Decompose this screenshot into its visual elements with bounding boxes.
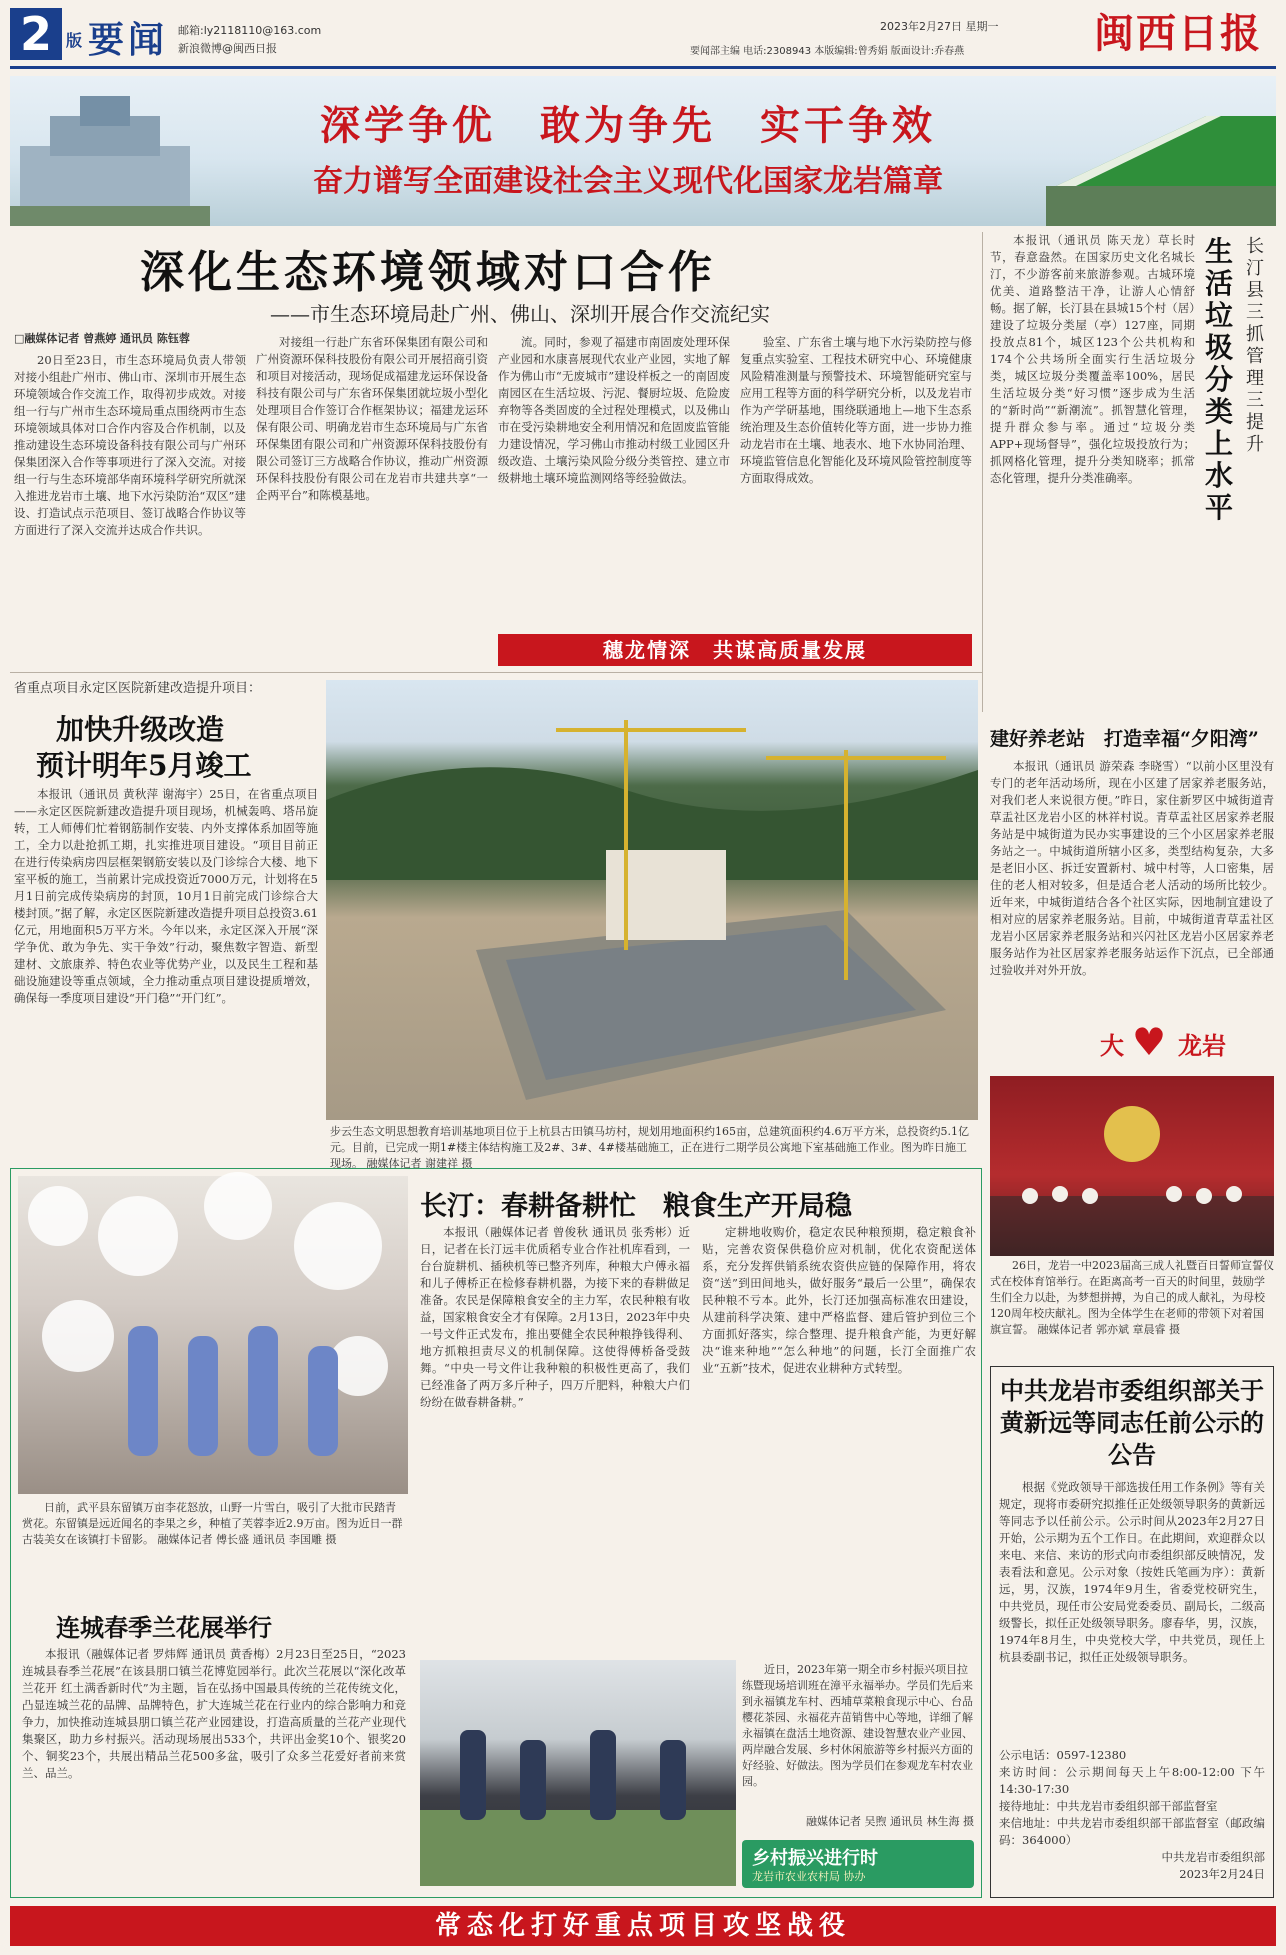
logo-char-longyan: 龙岩 xyxy=(1178,1031,1226,1060)
blossom-photo-caption: 日前，武平县东留镇万亩李花怒放，山野一片雪白，吸引了大批市民踏青赏花。东留镇是远近闻名的李果之乡，种植了芙蓉李近2.9万亩。图为近日一群古装美女在该镇打卡留影。 融媒体记者 傅长盛 通讯员 李国雕 摄 xyxy=(22,1501,403,1546)
ceremony-illustration xyxy=(990,1076,1274,1256)
logo-char-da: 大 xyxy=(1100,1031,1124,1060)
story4-column-2: 定耕地收购价，稳定农民种粮预期，稳定粮食补贴，完善农资保供稳价应对机制，优化农资配送体系，充分发挥供销系统农资供应链的保障作用，将农资“送”到田间地头，做好服务“最后一公里”，确保农民种粮不亏本。此外，长汀还加强高标准农田建设，从建前科学决策、建中严格监督、建后管护到位三个方面抓好落实，综合整理、提升粮食产能，为更好解决“谁来种地”“怎么种地”的问题，长汀全面推广农业“五新”技术，促进农业耕种方式转型。 xyxy=(702,1225,976,1375)
badge-subtitle: 龙岩市农业农村局 协办 xyxy=(752,1870,866,1883)
masthead-editor: 要闻部主编 电话:2308943 本版编辑:曾秀娟 版面设计:乔春燕 xyxy=(690,46,965,57)
notice-title: 中共龙岩市委组织部关于黄新远等同志任前公示的公告 xyxy=(1000,1376,1264,1469)
badge-title: 乡村振兴进行时 xyxy=(752,1848,878,1869)
sidebar-kicker: 长汀县三抓管理三提升 xyxy=(1246,236,1264,455)
story6-body: 近日，2023年第一期全市乡村振兴项目拉练暨现场培训班在漳平永福举办。学员们先后来到永福镇龙车村、西埔草菜粮食现示中心、台品樱花茶园、永福花卉苗销售中心等地，详细了解永福镇在盘活土地资源、建设智慧农业产业园、两岸融合发展、乡村休闲旅游等乡村振兴方面的好经验、好做法。图为学员们在参观龙车村农业园。 xyxy=(742,1663,973,1788)
page-number: 2 xyxy=(10,8,62,60)
dalongyan-logo xyxy=(1100,1020,1270,1070)
story3-title: 建好养老站 打造幸福“夕阳湾” xyxy=(990,728,1259,750)
banner-line2: 奋力谱写全面建设社会主义现代化国家龙岩篇章 xyxy=(313,164,943,199)
lead-column-4: 验室、广东省土壤与地下水污染防控与修复重点实验室、工程技术研究中心、环境健康风险精准测量与预警技术、环境智能研究室与应用工程等方面的科学研究分析，以及龙岩市作为产学研基地，围绕联通地上—地下生态系统治理及生态价值转化等方面，进一步协力推动龙岩市在土壤、地表水、地下水协同治理、环境监管信息化智能化及环境风险管控制度等方面取得成效。 xyxy=(740,335,972,485)
lead-byline: □融媒体记者 曾燕婷 通讯员 陈钰蓉 xyxy=(14,332,190,345)
story2-title-line2: 预计明年5月竣工 xyxy=(36,749,252,782)
story5-body: 本报讯（融媒体记者 罗炜辉 通讯员 黄香梅）2月23日至25日，“2023连城县春季兰花展”在该县朋口镇兰花博览园举行。此次兰花展以“深化改革兰花开 红土满香新时代”为主题，旨在弘扬中国最具传统的兰花传统文化，凸显连城兰花的品牌、品牌特色，扩大连城兰花在行业内的综合影响力和竞争力，加快推动连城县朋口镇兰花产业园建设，打造高质量的兰花产业现代集聚区，助力乡村振兴。活动现场展出533个，共评出金奖10个、银奖20个、铜奖23个，共展出精品兰花500多盆，吸引了众多兰花爱好者前来赏兰、品兰。 xyxy=(22,1647,406,1780)
sidebar-body: 本报讯（通讯员 陈天龙）草长时节，春意盎然。在国家历史文化名城长汀，不少游客前来旅游参观。古城环境优美、道路整洁干净，让游人心情舒畅。据了解，长汀县在县城15个村（居）建设了垃圾分类屋（亭）127座，同期投放点81个，城区123个公共机构和174个公共场所全面实行生活垃圾分类，城区垃圾分类覆盖率100%，居民生活垃圾分类“好习惯”逐步成为生活的“新时尚”“新潮流”。抓智慧化管理，提升群众参与率。通过“垃圾分类APP+现场督导”，强化垃圾投放行为；抓网格化管理，提升分类知晓率；抓常态化管理，提升分类准确率。 xyxy=(990,233,1195,485)
construction-site-illustration xyxy=(326,680,978,1120)
masthead-email: 邮箱:ly2118110@163.com xyxy=(178,24,322,37)
lead-headline: 深化生态环境领域对口合作 xyxy=(140,247,716,298)
blossom-photo xyxy=(18,1176,408,1494)
paper-name-logo: 闽西日报 xyxy=(1094,10,1262,57)
story6-credit: 融媒体记者 吴煦 通讯员 林生海 摄 xyxy=(806,1815,974,1828)
masthead xyxy=(10,8,1276,72)
notice-visit: 来访时间：公示期间每天上午8:00-12:00 下午14:30-17:30 xyxy=(999,1765,1265,1796)
notice-contact: 公示电话：0597-12380 xyxy=(999,1748,1127,1762)
slogan-banner xyxy=(10,76,1276,226)
section-name: 要闻 xyxy=(88,20,169,61)
story4-title: 长汀：春耕备耕忙 粮食生产开局稳 xyxy=(420,1191,852,1222)
banner-building-illustration xyxy=(10,76,210,226)
banner-train-illustration xyxy=(1046,76,1276,226)
sidebar-title: 生活垃圾分类上水平 xyxy=(1205,235,1234,524)
lead-column-3: 流。同时，参观了福建市南固废处理环保产业园和水康喜展现代农业产业园，实地了解作为佛山市“无废城市”建设样板之一的南固废南园区在生活垃圾、污泥、餐厨垃圾、危险废弃物等各类固废的全过程处理模式，以及佛山市在受污染耕地安全利用情况和危固废监管能力建设情况，学习佛山市推动村级工业园区升级改造、土壤污染风险分级分类管控、建立市级耕地土壤环境监测网络等经验做法。 xyxy=(498,335,730,485)
lead-column-2: 对接组一行赴广东省环保集团有限公司和广州资源环保科技股份有限公司开展招商引资和项目对接活动，现场促成福建龙运环保设备科技有限公司与广东省环保集团就垃圾小型化处理项目合作签订合作框架协议；福建龙运环保有限公司、明确龙岩市生态环境局与广东省环保集团有限公司和广州资源环保科技股份有限公司签订三方战略合作协议，推动广州资源环保科技股份有限公司在龙岩市共建共享“一企两平台”和陈模基地。 xyxy=(256,335,488,502)
page-suffix: 版 xyxy=(66,31,83,50)
story5-title: 连城春季兰花展举行 xyxy=(56,1613,272,1642)
lead-subtitle: ——市生态环境局赴广州、佛山、深圳开展合作交流纪实 xyxy=(270,302,770,326)
notice-body: 根据《党政领导干部选拔任用工作条例》等有关规定，现将市委研究拟推任正处级领导职务的黄新远等同志予以任前公示。公示时间从2023年2月27日开始，公示期为五个工作日。在此期间，欢迎群众以来电、来信、来访的形式向市委组织部反映情况，发表看法和意见。公示对象（按姓氏笔画为序）：黄新远，男，汉族，1974年9月生，省委党校研究生，中共党员，现任市公安局党委委员、副局长，二级高级警长，拟任正处级领导职务。廖春华，男，汉族，1974年8月生，中央党校大学，中共党员，现任上杭县委副书记，拟任正处级领导职务。 xyxy=(999,1480,1265,1664)
notice-sign: 中共龙岩市委组织部 xyxy=(1161,1850,1265,1864)
construction-photo-caption: 步云生态文明思想教育培训基地项目位于上杭县古田镇马坊村，规划用地面积约165亩，总建筑面积约4.6万平方米，总投资约5.1亿元。目前，已完成一期1#楼主体结构施工及2#、3#、4#楼基础施工，正在进行二期学员公寓地下室基础施工作业。图为昨日施工现场。 融媒体记者 谢建祥 摄 xyxy=(330,1125,969,1170)
rural-revitalization-badge xyxy=(742,1840,974,1888)
heart-icon: ♥ xyxy=(1132,1020,1167,1064)
lead-column-1: 20日至23日，市生态环境局负责人带领对接小组赴广州市、佛山市、深圳市开展生态环境领域合作交流工作，取得初步成效。对接组一行与广州市生态环境局重点围绕两市生态环境领域具体对口合作内容及合作机制，以及推动建设生态环境设备科技有限公司与广州环保集团深入合作等事项进行了深入交流。对接组一行与生态环境部华南环境科学研究所就深入推进龙岩市土壤、地下水污染防治“双区”建设、打造试点示范项目、签订战略合作协议等方面进行了深入交流并达成合作共识。 xyxy=(14,353,246,537)
banner-line1: 深学争优 敢为争先 实干争效 xyxy=(320,102,936,149)
notice-address: 接待地址：中共龙岩市委组织部干部监督室 xyxy=(999,1799,1218,1813)
public-notice xyxy=(990,1366,1274,1898)
ceremony-photo xyxy=(990,1076,1274,1256)
story2-title-line1: 加快升级改造 xyxy=(56,713,225,746)
construction-photo xyxy=(326,680,978,1120)
greenhouse-illustration xyxy=(420,1660,736,1886)
story2-kicker: 省重点项目永定区医院新建改造提升项目： xyxy=(14,681,262,696)
notice-mail: 来信地址：中共龙岩市委组织部干部监督室（邮政编码：364000） xyxy=(999,1816,1265,1847)
story2-body: 本报讯（通讯员 黄秋萍 谢海宇）25日，在省重点项目——永定区医院新建改造提升项目现场，机械轰鸣、塔吊旋转，工人师傅们忙着钢筋制作安装、内外支撑体系加固等施工，全力以赴抢抓工期，扎实推进项目建设。“项目目前正在进行传染病房四层框架钢筋安装以及门诊综合大楼、地下室平板的施工，当前累计完成投资近7000万元，计划将在5月1日前完成传染病房的封顶，10月1日前完成门诊综合大楼封顶。”据了解，永定区医院新建改造提升项目总投资3.61亿元，用地面积5万平方米。今年以来，永定区深入开展“深学争优、敢为争先、实干争效”行动，聚焦数字智造、新型建材、文旅康养、特色农业等优势产业，以及民生工程和基础设施建设等重点领域，全力推动重点项目建设提质增效，确保每一季度项目建设“开门稳”“开门红”。 xyxy=(14,787,318,1005)
footer-banner: 常态化打好重点项目攻坚战役 xyxy=(10,1906,1276,1946)
blossom-illustration xyxy=(18,1176,408,1494)
greenhouse-photo xyxy=(420,1660,736,1886)
masthead-date: 2023年2月27日 星期一 xyxy=(880,20,999,33)
ceremony-photo-caption: 26日，龙岩一中2023届高三成人礼暨百日誓师宣誓仪式在校体育馆举行。在距离高考一百天的时间里，鼓励学生们全力以赴，为梦想拼搏，为自己的成人献礼，为母校120周年校庆献礼。图为全体学生在老师的带领下对着国旗宣誓。 融媒体记者 郭亦斌 章晨睿 摄 xyxy=(990,1259,1274,1336)
masthead-weibo: 新浪微博@闽西日报 xyxy=(178,42,277,55)
story3-body: 本报讯（通讯员 游荣森 李晓雪）“以前小区里没有专门的老年活动场所，现在小区建了居家养老服务站，对我们老人来说很方便。”昨日，家住新罗区中城街道青草盂社区龙岩小区的林祥村说。青草盂社区居家养老服务站是中城街道为民办实事建设的三个小区居家养老服务站之一。中城街道所辖小区多，类型结构复杂，大多是老旧小区、拆迁安置新村、城中村等，人口密集，居住的老人相对较多，但是适合老人活动的场所比较少。近年来，中城街道结合各个社区实际，因地制宜建设了相对应的居家养老服务站。目前，中城街道青草盂社区龙岩小区居家养老服务站和兴闪社区龙岩小区居家养老服务站作为社区居家养老服务站运作下沉点，已全部通过验收并对外开放。 xyxy=(990,759,1274,977)
story4-column-1: 本报讯（融媒体记者 曾俊秋 通讯员 张秀彬）近日，记者在长汀远丰优质稻专业合作社机库看到，一台台旋耕机、插秧机等已整齐列库，种粮大户傅永福和儿子傅桥正在检修春耕机器，为接下来的春耕做足准备。农民是保障粮食安全的主力军，农民种粮有收益，国家粮食安全才有保障。2月13日，2023年中央一号文件正式发布，推出要健全农民种粮挣钱得利、地方抓粮担责尽义的机制保障。这使得傅桥备受鼓舞。“中央一号文件让我种粮的积极性更高了，我们已经准备了两万多斤种子，四万斤肥料，种粮大户们纷纷在做春耕备耕。” xyxy=(420,1225,690,1409)
slogan-strip: 穗龙情深 共谋高质量发展 xyxy=(498,634,972,666)
notice-sign-date: 2023年2月24日 xyxy=(1179,1867,1265,1881)
